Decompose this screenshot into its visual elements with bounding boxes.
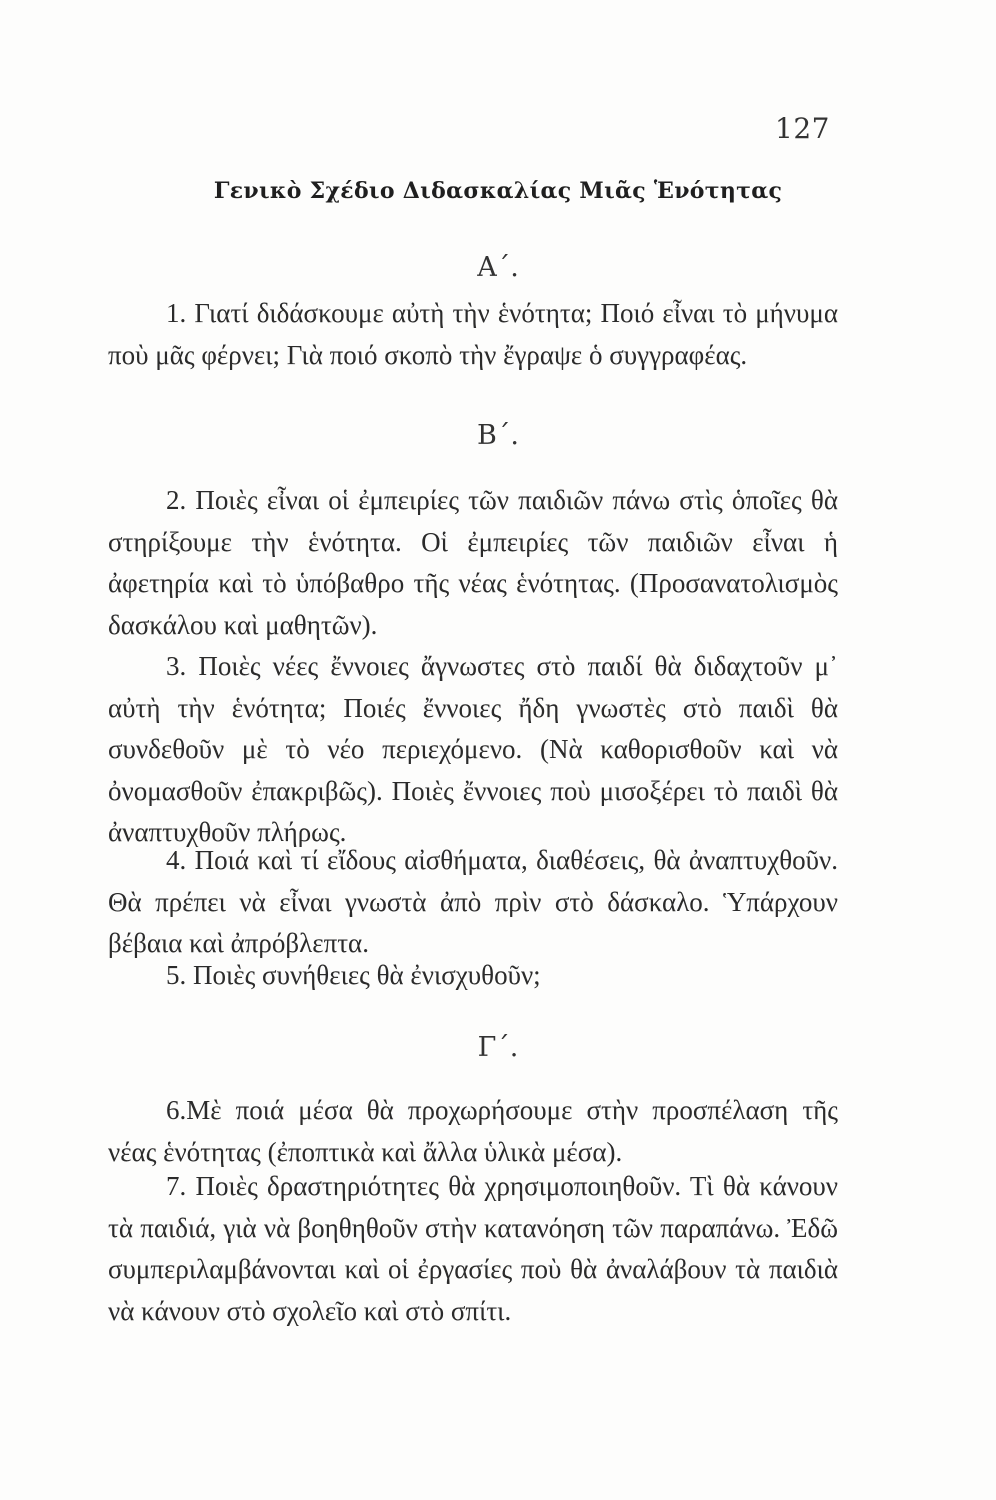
section-heading-c: Γ΄.	[477, 1032, 519, 1063]
paragraph-4: 4. Ποιά καὶ τί εἴδους αἰσθήματα, διαθέσεις, θὰ ἀναπτυχθοῦν. Θὰ πρέπει νὰ εἶναι γνωστὰ ἀπὸ πρὶν στὸ δάσκαλο. Ὑπάρχουν βέβαια καὶ ἀπρόβλεπτα.	[108, 845, 838, 958]
paragraph-7: 7. Ποιὲς δραστηριότητες θὰ χρησιμοποιηθοῦν. Τὶ θὰ κάνουν τὰ παιδιά, γιὰ νὰ βοηθηθοῦν στὴν κατανόηση τῶν παραπάνω. Ἐδῶ συμπεριλαμβάνονται καὶ οἱ ἐργασίες ποὺ θὰ ἀναλάβουν τὰ παιδιὰ νὰ κάνουν στὸ σχολεῖο καὶ στὸ σπίτι.	[108, 1171, 838, 1326]
paragraph-1: 1. Γιατί διδάσκουμε αὐτὴ τὴν ἑνότητα; Ποιό εἶναι τὸ μήνυμα ποὺ μᾶς φέρνει; Γιὰ ποιό σκοπὸ τὴν ἔγραψε ὁ συγγραφέας.	[108, 298, 838, 370]
page-title: Γενικὸ Σχέδιο Διδασκαλίας Μιᾶς Ἑνότητας	[213, 178, 783, 204]
section-heading-b: Β΄.	[477, 420, 519, 451]
paragraph-2: 2. Ποιὲς εἶναι οἱ ἐμπειρίες τῶν παιδιῶν πάνω στὶς ὁποῖες θὰ στηρίξουμε τὴν ἑνότητα. Οἱ ἐμπειρίες τῶν παιδιῶν εἶναι ἡ ἀφετηρία καὶ τὸ ὑπόβαθρο τῆς νέας ἑνότητας. (Προσανατολισμὸς δασκάλου καὶ μαθητῶν).	[108, 485, 838, 640]
section-heading-a: Α΄.	[477, 252, 519, 283]
paragraph-6: 6.Μὲ ποιά μέσα θὰ προχωρήσουμε στὴν προσπέλαση τῆς νέας ἑνότητας (ἐποπτικὰ καὶ ἄλλα ὑλικὰ μέσα).	[108, 1095, 838, 1167]
paragraph-3: 3. Ποιὲς νέες ἔννοιες ἄγνωστες στὸ παιδί θὰ διδαχτοῦν μ᾽ αὐτὴ τὴν ἑνότητα; Ποιές ἔννοιες ἤδη γνωστὲς στὸ παιδὶ θὰ συνδεθοῦν μὲ τὸ νέο περιεχόμενο. (Νὰ καθορισθοῦν καὶ νὰ ὀνομασθοῦν ἐπακριβῶς). Ποιὲς ἔννοιες ποὺ μισοξέρει τὸ παιδὶ θὰ ἀναπτυχθοῦν πλήρως.	[108, 651, 838, 847]
paragraph-5: 5. Ποιὲς συνήθειες θὰ ἐνισχυθοῦν;	[166, 960, 541, 990]
page-number: 127	[775, 112, 830, 145]
